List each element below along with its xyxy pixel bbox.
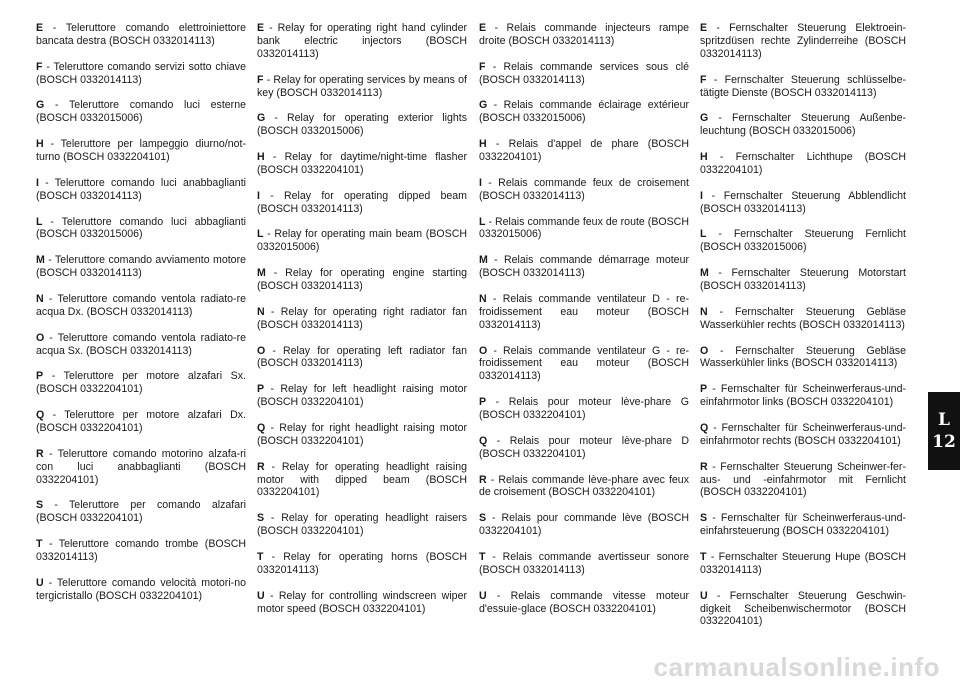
- legend-key: Q: [700, 421, 709, 434]
- legend-description: - Teleruttore comando ventola radiato-re acqua Sx. (BOSCH 0332014113): [36, 331, 246, 357]
- legend-description: - Relay for operating right hand cylinder bank electric injectors (BOSCH 0332014113): [257, 22, 467, 60]
- legend-entry: [257, 422, 467, 448]
- legend-description: - Teleruttore comando luci abbaglianti (BOSCH 0332015006): [36, 215, 246, 241]
- legend-entry: [479, 22, 689, 48]
- legend-entry: [479, 254, 689, 280]
- legend-entry: [257, 228, 467, 254]
- legend-entry: [257, 551, 467, 577]
- legend-entry: [700, 590, 906, 629]
- legend-entry: [257, 345, 467, 371]
- section-tab-letter: L: [938, 410, 950, 430]
- legend-key: F: [257, 73, 264, 86]
- legend-entry: [257, 306, 467, 332]
- legend-key: O: [700, 344, 709, 357]
- legend-description: - Teleruttore per comando alzafari (BOSCH 0332204101): [36, 499, 246, 525]
- legend-entry: [257, 383, 467, 409]
- legend-description: - Relais commande ventilateur D - re-froidissement eau moteur (BOSCH 0332014113): [479, 292, 689, 331]
- legend-entry: [700, 112, 906, 138]
- legend-description: - Fernschalter für Scheinwerferaus-und-einfahrmotor rechts (BOSCH 0332204101): [700, 421, 906, 447]
- legend-description: - Relais pour moteur lève-phare D (BOSCH 0332204101): [479, 434, 689, 460]
- legend-entry: [36, 138, 246, 164]
- legend-entry: [479, 551, 689, 577]
- column-english: [257, 22, 467, 628]
- column-german: [700, 22, 906, 641]
- legend-description: - Relais commande vitesse moteur d'essuie-glace (BOSCH 0332204101): [479, 589, 689, 615]
- legend-entry: [36, 254, 246, 280]
- legend-description: - Relais commande avertisseur sonore (BOSCH 0332014113): [479, 550, 689, 576]
- legend-entry: [479, 474, 689, 500]
- legend-description: - Relais d'appel de phare (BOSCH 0332204101): [479, 138, 689, 164]
- section-tab-number: 12: [932, 432, 956, 452]
- legend-entry: [257, 590, 467, 616]
- legend-key: F: [700, 73, 707, 86]
- legend-key: N: [479, 292, 487, 305]
- legend-entry: [257, 22, 467, 61]
- legend-key: P: [479, 396, 487, 409]
- legend-entry: [479, 590, 689, 616]
- legend-description: - Teleruttore comando luci anabbaglianti (BOSCH 0332014113): [36, 176, 246, 202]
- legend-entry: [700, 306, 906, 332]
- legend-key: F: [479, 60, 486, 73]
- legend-entry: [700, 512, 906, 538]
- legend-description: - Fernschalter Steuerung Geschwin-digkeit Scheibenwischermotor (BOSCH 0332204101): [700, 589, 906, 628]
- legend-description: - Relais commande services sous clé (BOSCH 0332014113): [479, 60, 689, 86]
- section-tab: [928, 392, 960, 470]
- legend-description: - Relay for operating services by means of key (BOSCH 0332014113): [257, 73, 467, 99]
- legend-key: O: [479, 344, 488, 357]
- legend-description: - Fernschalter Steuerung Elektroein-spritzdüsen rechte Zylinderreihe (BOSCH 0332014113): [700, 22, 906, 60]
- legend-description: - Relay for left headlight raising motor (BOSCH 0332204101): [257, 383, 467, 409]
- legend-description: - Relais commande éclairage extérieur (BOSCH 0332015006): [479, 99, 689, 125]
- legend-description: - Fernschalter Steuerung Außenbe-leuchtung (BOSCH 0332015006): [700, 112, 906, 138]
- legend-description: - Relay for operating horns (BOSCH 0332014113): [257, 550, 467, 576]
- legend-key: L: [36, 215, 43, 228]
- legend-entry: [479, 99, 689, 125]
- legend-description: - Relais commande ventilateur G - re-froidissement eau moteur (BOSCH 0332014113): [479, 344, 689, 383]
- legend-description: - Relay for operating engine starting (BOSCH 0332014113): [257, 267, 467, 293]
- legend-key: H: [479, 138, 487, 151]
- legend-description: - Relay for operating main beam (BOSCH 0332015006): [257, 228, 467, 254]
- legend-key: Q: [257, 421, 266, 434]
- legend-description: - Teleruttore comando ventola radiato-re acqua Dx. (BOSCH 0332014113): [36, 292, 246, 318]
- legend-description: - Fernschalter für Scheinwerferaus-und-einfahrmotor links (BOSCH 0332204101): [700, 383, 906, 409]
- legend-description: - Fernschalter Lichthupe (BOSCH 0332204101): [700, 151, 906, 176]
- legend-entry: [36, 577, 246, 603]
- legend-entry: [36, 332, 246, 358]
- legend-description: - Fernschalter Steuerung Scheinwer-fer-aus- und -einfahrmotor mit Fernlicht (BOSCH 0332204101): [700, 460, 906, 499]
- legend-key: P: [700, 383, 708, 396]
- legend-key: G: [257, 112, 266, 125]
- legend-description: - Relay for operating right radiator fan (BOSCH 0332014113): [257, 305, 467, 331]
- legend-description: - Relay for right headlight raising motor (BOSCH 0332204101): [257, 421, 467, 447]
- legend-entry: [700, 151, 906, 177]
- legend-description: - Fernschalter Steuerung Gebläse Wasserkühler links (BOSCH 0332014113): [700, 344, 906, 370]
- legend-key: M: [36, 254, 45, 267]
- legend-key: M: [257, 267, 266, 280]
- legend-key: E: [479, 22, 487, 34]
- legend-description: - Fernschalter für Scheinwerferaus-und-einfahrsteuerung (BOSCH 0332204101): [700, 512, 906, 538]
- legend-key: N: [36, 292, 44, 305]
- legend-key: E: [257, 22, 265, 34]
- legend-description: - Teleruttore comando luci esterne (BOSCH 0332015006): [36, 99, 246, 125]
- legend-description: - Relay for controlling windscreen wiper motor speed (BOSCH 0332204101): [257, 589, 467, 615]
- legend-entry: [36, 22, 246, 48]
- legend-key: E: [700, 22, 708, 34]
- legend-description: - Fernschalter Steuerung Gebläse Wasserkühler rechts (BOSCH 0332014113): [700, 305, 906, 331]
- legend-entry: [257, 151, 467, 177]
- legend-key: S: [257, 512, 265, 525]
- legend-entry: [36, 409, 246, 435]
- legend-entry: [479, 216, 689, 242]
- legend-key: U: [479, 589, 487, 602]
- legend-key: S: [700, 512, 708, 525]
- legend-entry: [479, 435, 689, 461]
- legend-description: - Relay for operating headlight raisers (BOSCH 0332204101): [257, 512, 467, 538]
- legend-entry: [479, 396, 689, 422]
- legend-description: - Teleruttore comando servizi sotto chiave (BOSCH 0332014113): [36, 60, 246, 86]
- legend-entry: [700, 383, 906, 409]
- legend-entry: [700, 228, 906, 254]
- legend-entry: [36, 293, 246, 319]
- legend-key: T: [479, 550, 486, 563]
- legend-key: F: [36, 60, 43, 73]
- legend-key: S: [36, 499, 44, 512]
- legend-description: - Teleruttore comando trombe (BOSCH 0332014113): [36, 538, 246, 563]
- watermark: carmanualsonline.info: [653, 652, 940, 682]
- legend-key: R: [36, 447, 44, 460]
- legend-entry: [479, 293, 689, 332]
- legend-key: M: [700, 267, 709, 280]
- legend-key: N: [700, 305, 708, 318]
- legend-description: - Teleruttore comando velocità motori-no tergicristallo (BOSCH 0332204101): [36, 576, 246, 602]
- legend-entry: [479, 345, 689, 384]
- legend-description: - Relais pour moteur lève-phare G (BOSCH 0332204101): [479, 396, 689, 422]
- legend-key: G: [700, 112, 709, 125]
- legend-key: H: [700, 151, 708, 164]
- legend-entry: [257, 112, 467, 138]
- legend-key: U: [36, 576, 44, 589]
- legend-entry: [257, 461, 467, 500]
- legend-key: O: [257, 344, 266, 357]
- legend-key: R: [257, 460, 265, 473]
- legend-entry: [36, 216, 246, 242]
- legend-entry: [479, 138, 689, 164]
- legend-description: - Fernschalter Steuerung Hupe (BOSCH 0332014113): [700, 550, 906, 576]
- legend-entry: [479, 61, 689, 87]
- legend-description: - Relay for operating left radiator fan (BOSCH 0332014113): [257, 344, 467, 370]
- legend-description: - Relay for operating dipped beam (BOSCH 0332014113): [257, 189, 467, 215]
- legend-description: - Relais commande feux de croisement (BOSCH 0332014113): [479, 176, 689, 202]
- legend-key: T: [36, 538, 43, 551]
- legend-entry: [700, 422, 906, 448]
- legend-key: O: [36, 331, 45, 344]
- legend-key: M: [479, 254, 488, 267]
- legend-entry: [700, 551, 906, 577]
- legend-description: - Relais commande lève-phare avec feux de croisement (BOSCH 0332204101): [479, 473, 689, 499]
- legend-key: G: [479, 99, 488, 112]
- legend-description: - Relay for operating exterior lights (BOSCH 0332015006): [257, 112, 467, 138]
- legend-entry: [36, 99, 246, 125]
- legend-entry: [257, 190, 467, 216]
- legend-key: R: [700, 460, 708, 473]
- column-italian: [36, 22, 246, 615]
- legend-entry: [257, 74, 467, 100]
- legend-key: I: [700, 189, 703, 202]
- legend-entry: [36, 370, 246, 396]
- legend-key: N: [257, 305, 265, 318]
- legend-entry: [36, 538, 246, 564]
- legend-key: I: [257, 189, 260, 202]
- legend-description: - Teleruttore per motore alzafari Sx. (BOSCH 0332204101): [36, 370, 246, 396]
- legend-key: R: [479, 473, 487, 486]
- legend-key: I: [36, 176, 39, 189]
- legend-description: - Fernschalter Steuerung Abblendlicht (BOSCH 0332014113): [700, 189, 906, 215]
- legend-key: Q: [36, 409, 45, 422]
- legend-entry: [700, 345, 906, 371]
- legend-description: - Fernschalter Steuerung Motorstart (BOSCH 0332014113): [700, 267, 906, 293]
- legend-entry: [257, 267, 467, 293]
- legend-description: - Teleruttore comando elettroiniettore bancata destra (BOSCH 0332014113): [36, 22, 246, 47]
- legend-key: U: [700, 589, 708, 602]
- legend-description: - Teleruttore comando avviamento motore (BOSCH 0332014113): [36, 254, 246, 280]
- legend-entry: [36, 499, 246, 525]
- legend-entry: [479, 177, 689, 203]
- legend-key: E: [36, 22, 44, 34]
- legend-key: H: [257, 151, 265, 164]
- legend-key: Q: [479, 434, 488, 447]
- legend-description: - Fernschalter Steuerung Fernlicht (BOSCH 0332015006): [700, 228, 906, 254]
- legend-description: - Relais commande feux de route (BOSCH 0332015006): [479, 215, 689, 241]
- legend-entry: [700, 22, 906, 61]
- legend-entry: [36, 61, 246, 87]
- legend-description: - Teleruttore per lampeggio diurno/not-turno (BOSCH 0332204101): [36, 138, 246, 164]
- legend-description: - Relay for daytime/night-time flasher (BOSCH 0332204101): [257, 151, 467, 176]
- legend-description: - Fernschalter Steuerung schlüsselbe-tätigte Dienste (BOSCH 0332014113): [700, 73, 906, 99]
- legend-key: U: [257, 589, 265, 602]
- legend-entry: [257, 512, 467, 538]
- legend-key: G: [36, 99, 45, 112]
- legend-description: - Relay for operating headlight raising motor with dipped beam (BOSCH 0332204101): [257, 460, 467, 499]
- legend-key: P: [36, 370, 44, 383]
- legend-description: - Relais commande démarrage moteur (BOSCH 0332014113): [479, 254, 689, 280]
- legend-description: - Teleruttore comando motorino alzafa-ri con luci anabbaglianti (BOSCH 0332204101): [36, 447, 246, 486]
- legend-entry: [700, 74, 906, 100]
- column-french: [479, 22, 689, 628]
- legend-entry: [700, 461, 906, 500]
- legend-entry: [36, 448, 246, 487]
- legend-key: S: [479, 512, 487, 525]
- legend-key: L: [257, 228, 264, 241]
- legend-key: H: [36, 138, 44, 151]
- legend-key: L: [700, 228, 707, 241]
- legend-entry: [479, 512, 689, 538]
- legend-description: - Teleruttore per motore alzafari Dx. (BOSCH 0332204101): [36, 409, 246, 434]
- legend-key: T: [700, 550, 707, 563]
- legend-key: L: [479, 215, 486, 228]
- legend-entry: [36, 177, 246, 203]
- legend-key: P: [257, 383, 265, 396]
- legend-entry: [700, 190, 906, 216]
- legend-description: - Relais pour commande lève (BOSCH 0332204101): [479, 512, 689, 538]
- legend-key: T: [257, 550, 264, 563]
- legend-entry: [700, 267, 906, 293]
- legend-key: I: [479, 176, 482, 189]
- legend-description: - Relais commande injecteurs rampe droite (BOSCH 0332014113): [479, 22, 689, 47]
